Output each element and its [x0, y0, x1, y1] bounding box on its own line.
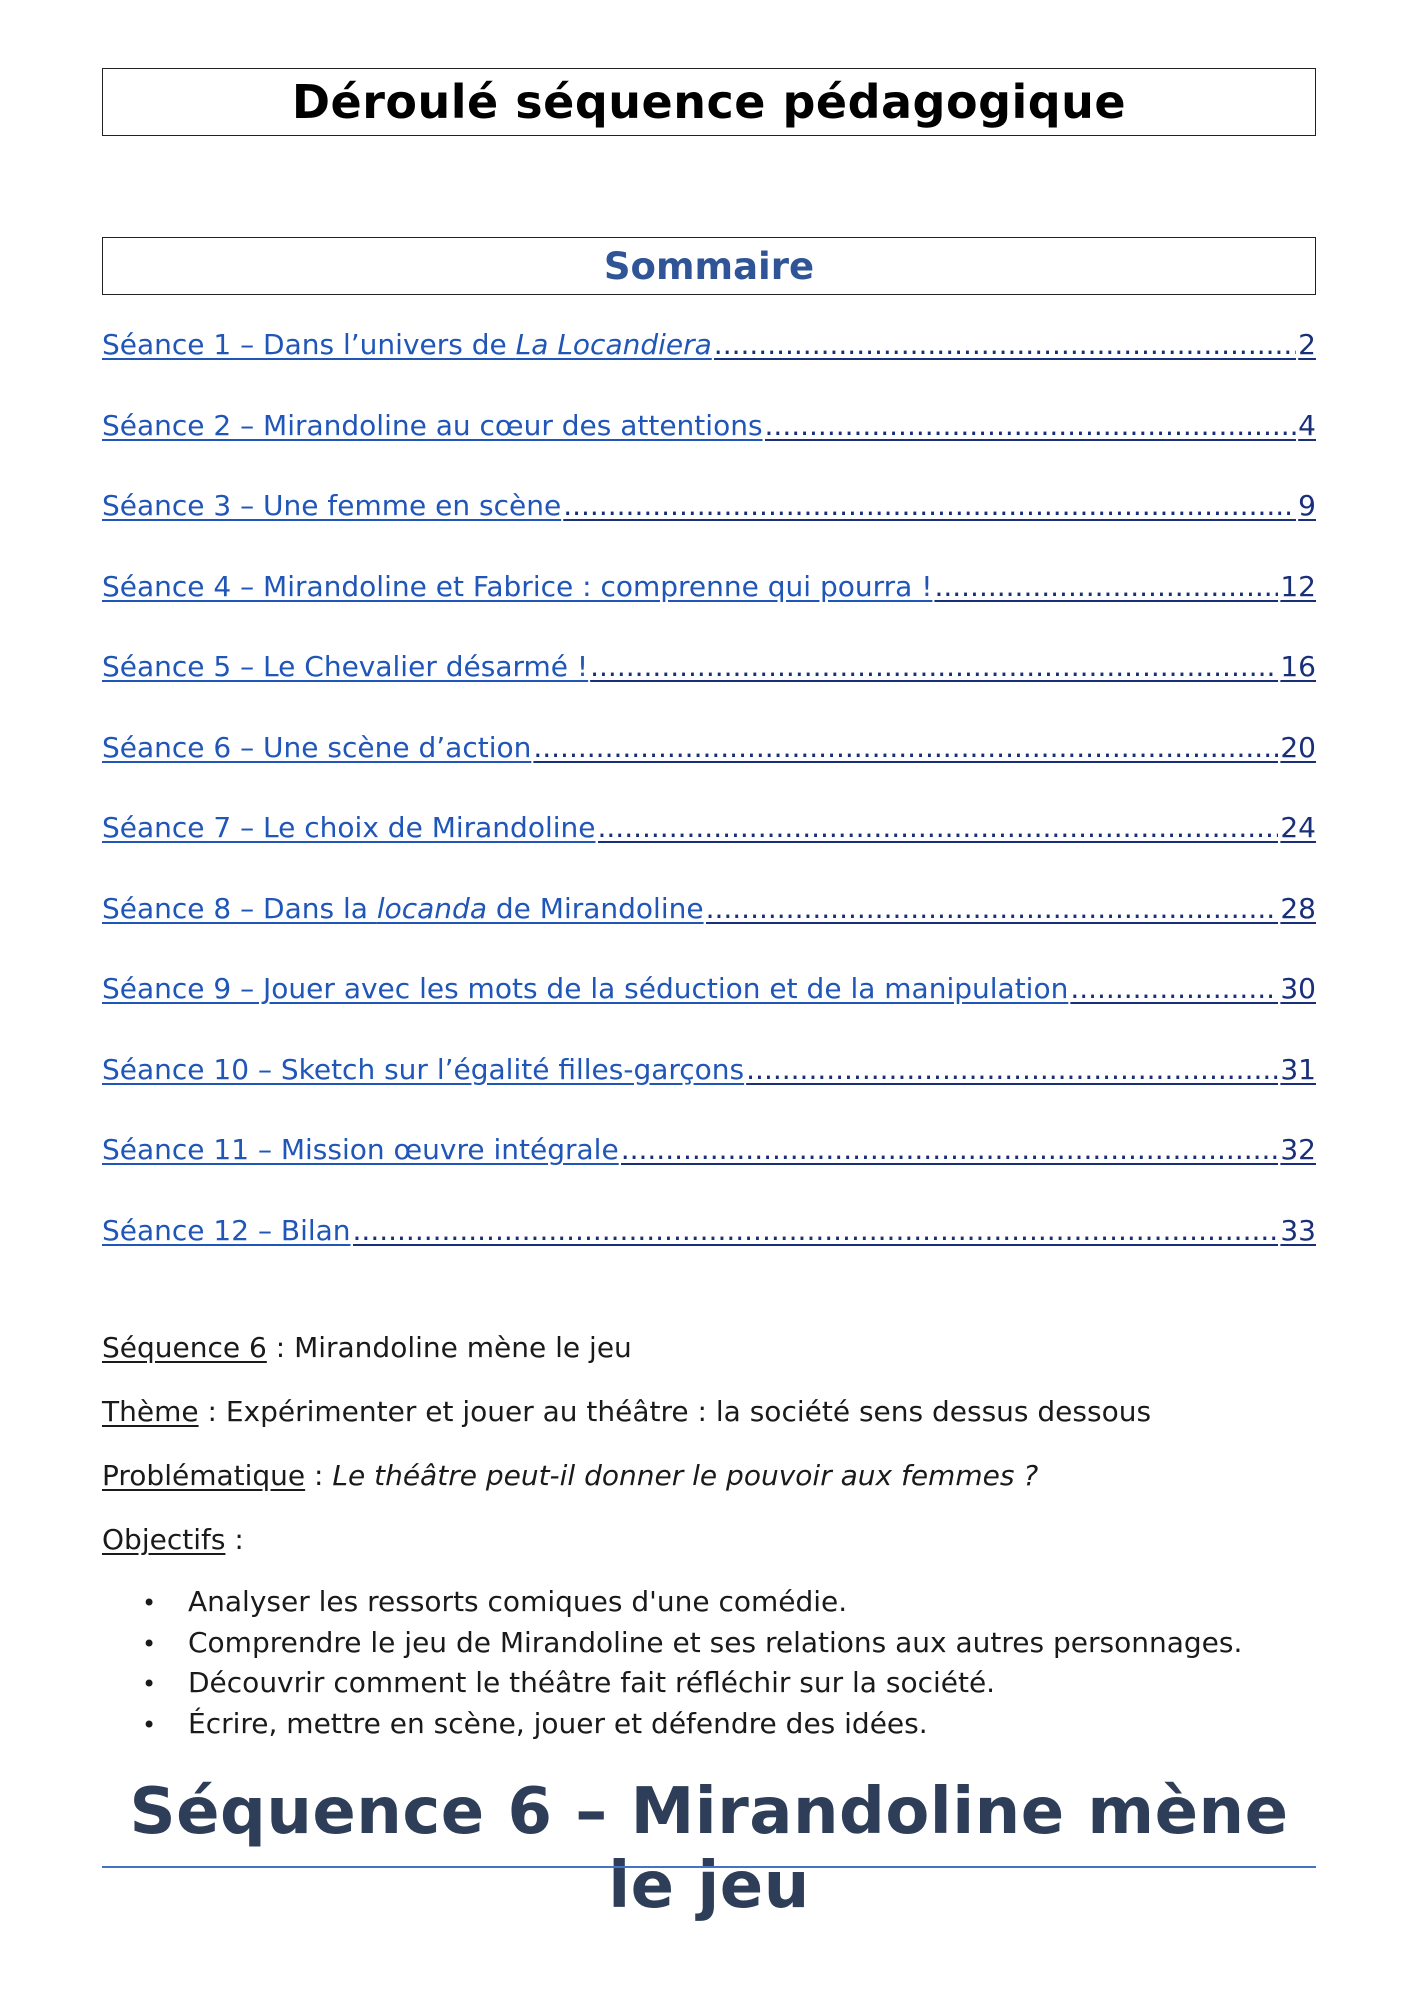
toc-entry-label[interactable] — [102, 650, 588, 683]
toc-entry[interactable] — [102, 1133, 1316, 1214]
toc-dot-leader — [934, 570, 1278, 603]
toc-entry-link[interactable] — [102, 328, 1316, 361]
theme-value: : Expérimenter et jouer au théâtre : la société sens dessus dessous — [198, 1395, 1152, 1428]
toc-entry[interactable] — [102, 972, 1316, 1053]
problem-separator: : — [305, 1459, 333, 1492]
toc-entry-text: Séance 1 – Dans l’univers de — [102, 328, 516, 361]
toc-entry-text: Séance 10 – Sketch sur l’égalité filles-garçons — [102, 1052, 745, 1086]
toc-entry-label[interactable] — [102, 409, 763, 442]
toc-dot-leader — [746, 1053, 1278, 1086]
toc-page-number[interactable]: 16 — [1280, 650, 1316, 683]
toc-entry[interactable] — [102, 811, 1316, 892]
toc-entry-label[interactable] — [102, 1133, 619, 1166]
toc-page-number[interactable]: 20 — [1280, 730, 1316, 764]
toc-heading-box — [102, 237, 1316, 295]
toc-entry-label[interactable] — [102, 1053, 744, 1086]
toc-entry-text: Séance 3 – Une femme en scène — [102, 489, 562, 522]
toc-dot-leader — [563, 489, 1296, 522]
objective-text: Écrire, mettre en scène, jouer et défendre des idées. — [188, 1706, 928, 1740]
problem-line — [102, 1459, 1316, 1523]
theme-line — [102, 1395, 1316, 1459]
objective-text: Comprendre le jeu de Mirandoline et ses relations aux autres personnages. — [188, 1625, 1243, 1659]
toc-entry[interactable] — [102, 1053, 1316, 1134]
problem-value: Le théâtre peut-il donner le pouvoir aux femmes ? — [332, 1459, 1039, 1492]
document-title-box — [102, 68, 1316, 136]
toc-page-number[interactable]: 2 — [1298, 328, 1316, 361]
toc-page-number[interactable]: 30 — [1280, 972, 1316, 1005]
toc-page-number[interactable]: 9 — [1298, 489, 1316, 522]
toc-entry-label[interactable] — [102, 570, 932, 603]
objectives-list — [142, 1585, 1242, 1747]
toc-entry-link[interactable] — [102, 1053, 1316, 1086]
document-title: Déroulé séquence pédagogique — [291, 75, 1127, 129]
toc-entry-text: Séance 9 – Jouer avec les mots de la séduction et de la manipulation — [102, 972, 1069, 1005]
toc-entry-label[interactable] — [102, 1214, 351, 1247]
toc-entry-link[interactable] — [102, 570, 1316, 603]
objective-item — [142, 1585, 1242, 1626]
toc-entry-link[interactable] — [102, 972, 1316, 1005]
heading-underline-rule — [102, 1866, 1316, 1868]
toc-entry-text-suffix: de Mirandoline — [486, 891, 704, 925]
objective-item — [142, 1666, 1242, 1707]
toc-entry-text: Séance 8 – Dans la — [102, 891, 377, 925]
toc-entry-label[interactable] — [102, 811, 596, 844]
toc-page-number[interactable]: 4 — [1298, 408, 1316, 442]
objectives-key: Objectifs — [102, 1523, 226, 1556]
toc-entry-link[interactable] — [102, 731, 1316, 764]
toc-entry-label[interactable] — [102, 489, 561, 522]
toc-dot-leader — [1070, 972, 1278, 1005]
toc-dot-leader — [621, 1133, 1279, 1166]
theme-key: Thème — [102, 1395, 199, 1428]
toc-entry-text: Séance 7 – Le choix de Mirandoline — [102, 811, 596, 844]
toc-entry-italic-text: La Locandiera — [515, 328, 712, 361]
toc-entry-label[interactable] — [102, 972, 1068, 1005]
bullet-icon: • — [142, 1589, 157, 1617]
bullet-icon: • — [142, 1670, 157, 1698]
toc-page-number[interactable]: 28 — [1280, 891, 1316, 925]
toc-page-number[interactable]: 33 — [1280, 1213, 1316, 1247]
toc-heading: Sommaire — [603, 244, 815, 288]
toc-entry-link[interactable] — [102, 811, 1316, 844]
sequence-heading: Séquence 6 – Mirandoline mène le jeu — [129, 1775, 1289, 1923]
toc-entry-text: Séance 12 – Bilan — [102, 1213, 351, 1247]
toc-entry[interactable] — [102, 328, 1316, 409]
toc-entry-link[interactable] — [102, 892, 1316, 925]
toc-dot-leader — [533, 731, 1278, 764]
toc-entry-link[interactable] — [102, 1133, 1316, 1166]
toc-dot-leader — [590, 650, 1278, 683]
objectives-line — [102, 1523, 1316, 1587]
toc-dot-leader — [714, 328, 1296, 361]
toc-entry-italic-text: locanda — [376, 891, 487, 925]
objectives-separator: : — [225, 1523, 244, 1556]
toc-entry-text: Séance 4 – Mirandoline et Fabrice : comprenne qui pourra ! — [102, 569, 933, 603]
toc-page-number[interactable]: 24 — [1280, 811, 1316, 844]
sequence-line — [102, 1331, 1316, 1395]
table-of-contents — [102, 328, 1316, 1294]
toc-entry-link[interactable] — [102, 489, 1316, 522]
toc-dot-leader — [706, 892, 1279, 925]
toc-entry-label[interactable] — [102, 328, 712, 361]
toc-page-number[interactable]: 31 — [1280, 1052, 1316, 1086]
toc-entry[interactable] — [102, 731, 1316, 812]
toc-entry-link[interactable] — [102, 1214, 1316, 1247]
toc-entry[interactable] — [102, 1214, 1316, 1295]
toc-entry[interactable] — [102, 570, 1316, 651]
sequence-key: Séquence 6 — [102, 1331, 267, 1364]
toc-dot-leader — [353, 1214, 1279, 1247]
toc-entry-text: Séance 6 – Une scène d’action — [102, 730, 532, 764]
objective-item — [142, 1707, 1242, 1748]
problem-key: Problématique — [102, 1459, 306, 1492]
toc-entry-link[interactable] — [102, 409, 1316, 442]
objective-text: Analyser les ressorts comiques d'une comédie. — [188, 1585, 848, 1618]
bullet-icon: • — [142, 1710, 157, 1739]
toc-entry-label[interactable] — [102, 892, 704, 925]
toc-entry[interactable] — [102, 489, 1316, 570]
objective-item — [142, 1626, 1242, 1667]
toc-dot-leader — [765, 409, 1297, 442]
sequence-info — [102, 1331, 1316, 1587]
toc-entry-text: Séance 11 – Mission œuvre intégrale — [102, 1133, 619, 1166]
toc-page-number[interactable]: 32 — [1280, 1133, 1316, 1166]
toc-entry[interactable] — [102, 650, 1316, 731]
toc-entry-text: Séance 5 – Le Chevalier désarmé ! — [102, 650, 589, 683]
objective-text: Découvrir comment le théâtre fait réfléchir sur la société. — [188, 1666, 996, 1699]
toc-dot-leader — [598, 811, 1279, 844]
toc-entry[interactable] — [102, 892, 1316, 973]
toc-entry-text: Séance 2 – Mirandoline au cœur des attentions — [102, 408, 763, 442]
toc-entry-link[interactable] — [102, 650, 1316, 683]
sequence-value: : Mirandoline mène le jeu — [266, 1331, 632, 1364]
toc-entry-label[interactable] — [102, 731, 531, 764]
toc-entry[interactable] — [102, 409, 1316, 490]
toc-page-number[interactable]: 12 — [1280, 569, 1316, 603]
bullet-icon: • — [142, 1629, 157, 1658]
